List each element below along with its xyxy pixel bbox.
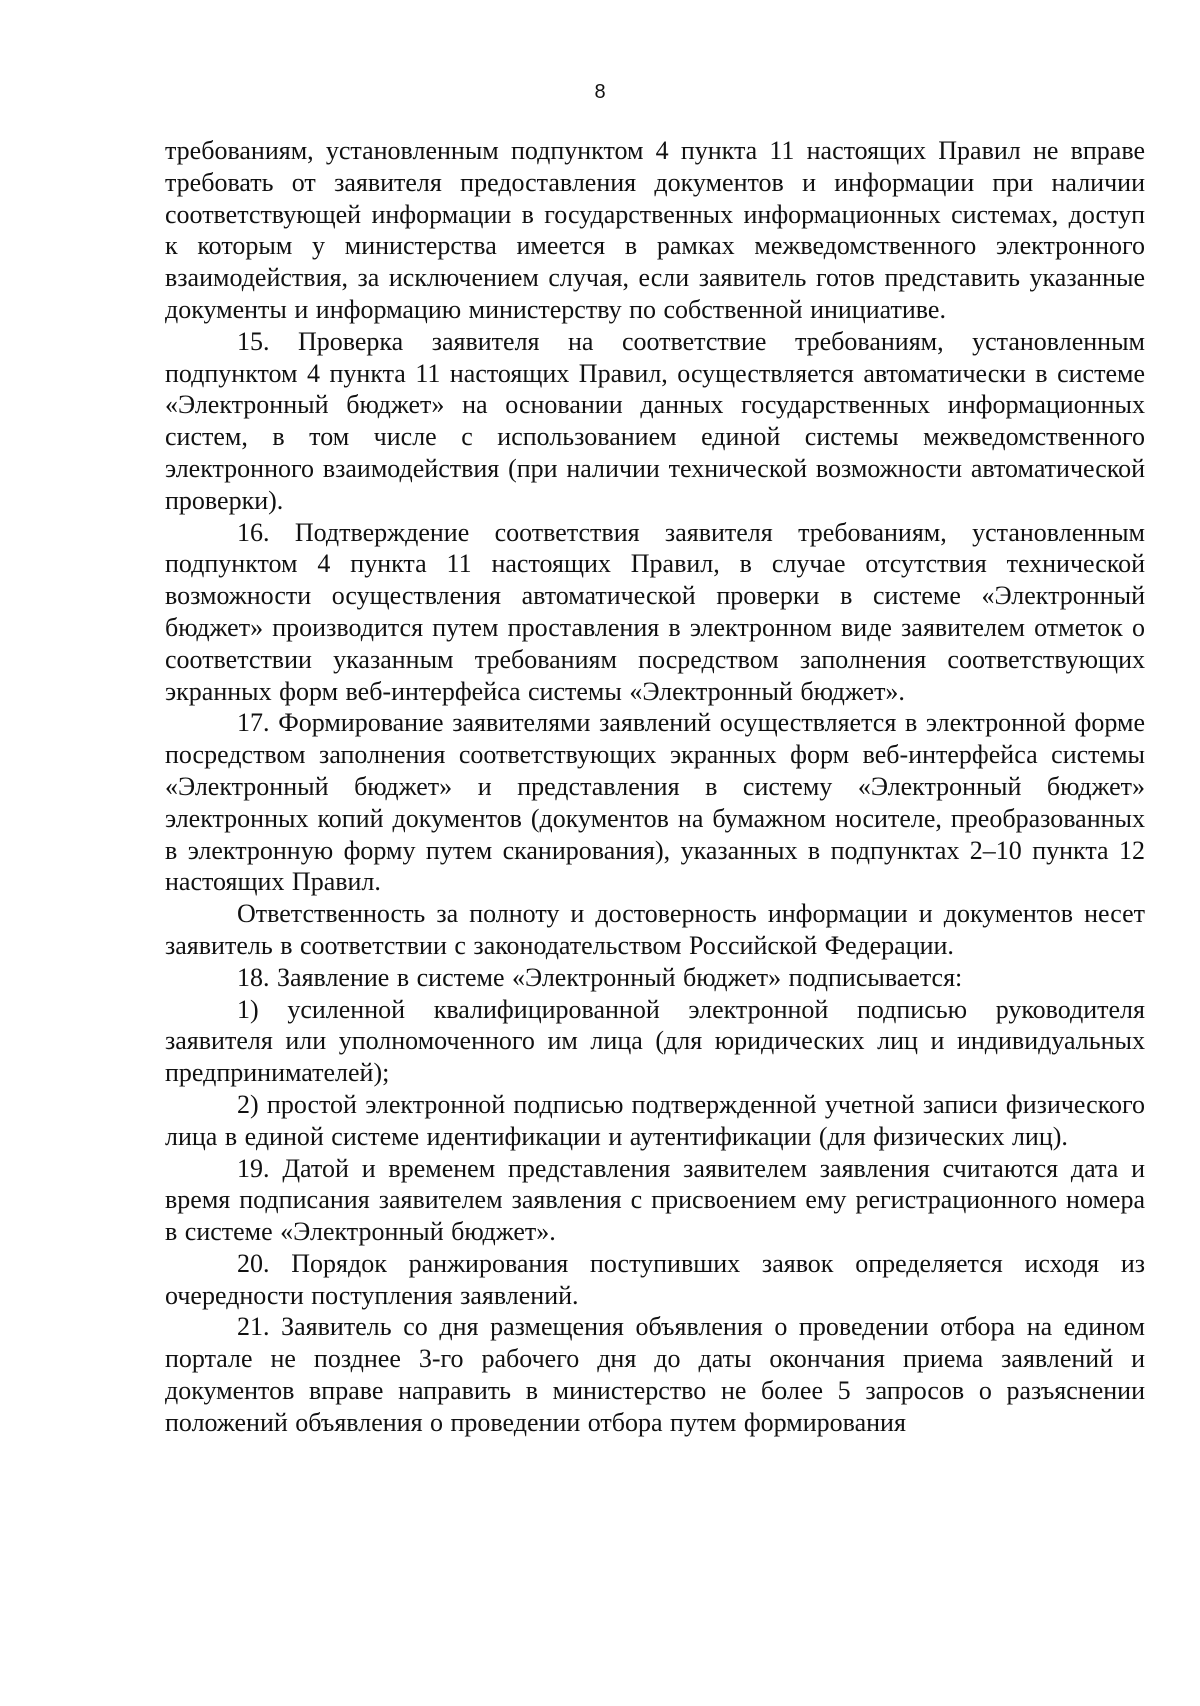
paragraph-continuation: требованиям, установленным подпунктом 4 пункта 11 настоящих Правил не вправе требовать от заявителя предоставления документов и информации при наличии соответствующей информации в государственных информационных системах, доступ к которым у министерства имеется в рамках межведомственного электронного взаимодействия, за исключением случая, если заявитель готов представить указанные документы и информацию министерству по собственной инициативе. [165, 136, 1145, 324]
document-body [165, 135, 1145, 1439]
paragraph-18-item-2: 2) простой электронной подписью подтвержденной учетной записи физического лица в единой системе идентификации и аутентификации (для физических лиц). [165, 1089, 1145, 1151]
paragraph-16: 16. Подтверждение соответствия заявителя требованиям, установленным подпунктом 4 пункта 11 настоящих Правил, в случае отсутствия технической возможности осуществления автоматической проверки в системе «Электронный бюджет» производится путем проставления в электронном виде заявителем отметок о соответствии указанным требованиям посредством заполнения соответствующих экранных форм веб-интерфейса системы «Электронный бюджет». [165, 517, 1145, 706]
paragraph-20: 20. Порядок ранжирования поступивших заявок определяется исходя из очередности поступления заявлений. [165, 1248, 1145, 1310]
paragraph-18: 18. Заявление в системе «Электронный бюджет» подписывается: [237, 962, 963, 992]
paragraph-19: 19. Датой и временем представления заявителем заявления считаются дата и время подписания заявителем заявления с присвоением ему регистрационного номера в системе «Электронный бюджет». [165, 1153, 1145, 1247]
page-number: 8 [594, 81, 606, 103]
paragraph-responsibility: Ответственность за полноту и достоверность информации и документов несет заявитель в соответствии с законодательством Российской Федерации. [165, 899, 1145, 960]
paragraph-21: 21. Заявитель со дня размещения объявления о проведении отбора на едином портале не позднее 3-го рабочего дня до даты окончания приема заявлений и документов вправе направить в министерство не более 5 запросов о разъяснении положений объявления о проведении отбора путем формирования [165, 1312, 1145, 1437]
paragraph-15: 15. Проверка заявителя на соответствие требованиям, установленным подпунктом 4 пункта 11 настоящих Правил, осуществляется автоматически в системе «Электронный бюджет» на основании данных государственных информационных систем, в том числе с использованием единой системы межведомственного электронного взаимодействия (при наличии технической возможности автоматической проверки). [165, 326, 1145, 515]
paragraph-18-item-1: 1) усиленной квалифицированной электронной подписью руководителя заявителя или уполномоченного им лица (для юридических лиц и индивидуальных предпринимателей); [165, 994, 1145, 1088]
paragraph-17: 17. Формирование заявителями заявлений осуществляется в электронной форме посредством заполнения соответствующих экранных форм веб-интерфейса системы «Электронный бюджет» и представления в систему «Электронный бюджет» электронных копий документов (документов на бумажном носителе, преобразованных в электронную форму путем сканирования), указанных в подпунктах 2–10 пункта 12 настоящих Правил. [165, 708, 1145, 897]
